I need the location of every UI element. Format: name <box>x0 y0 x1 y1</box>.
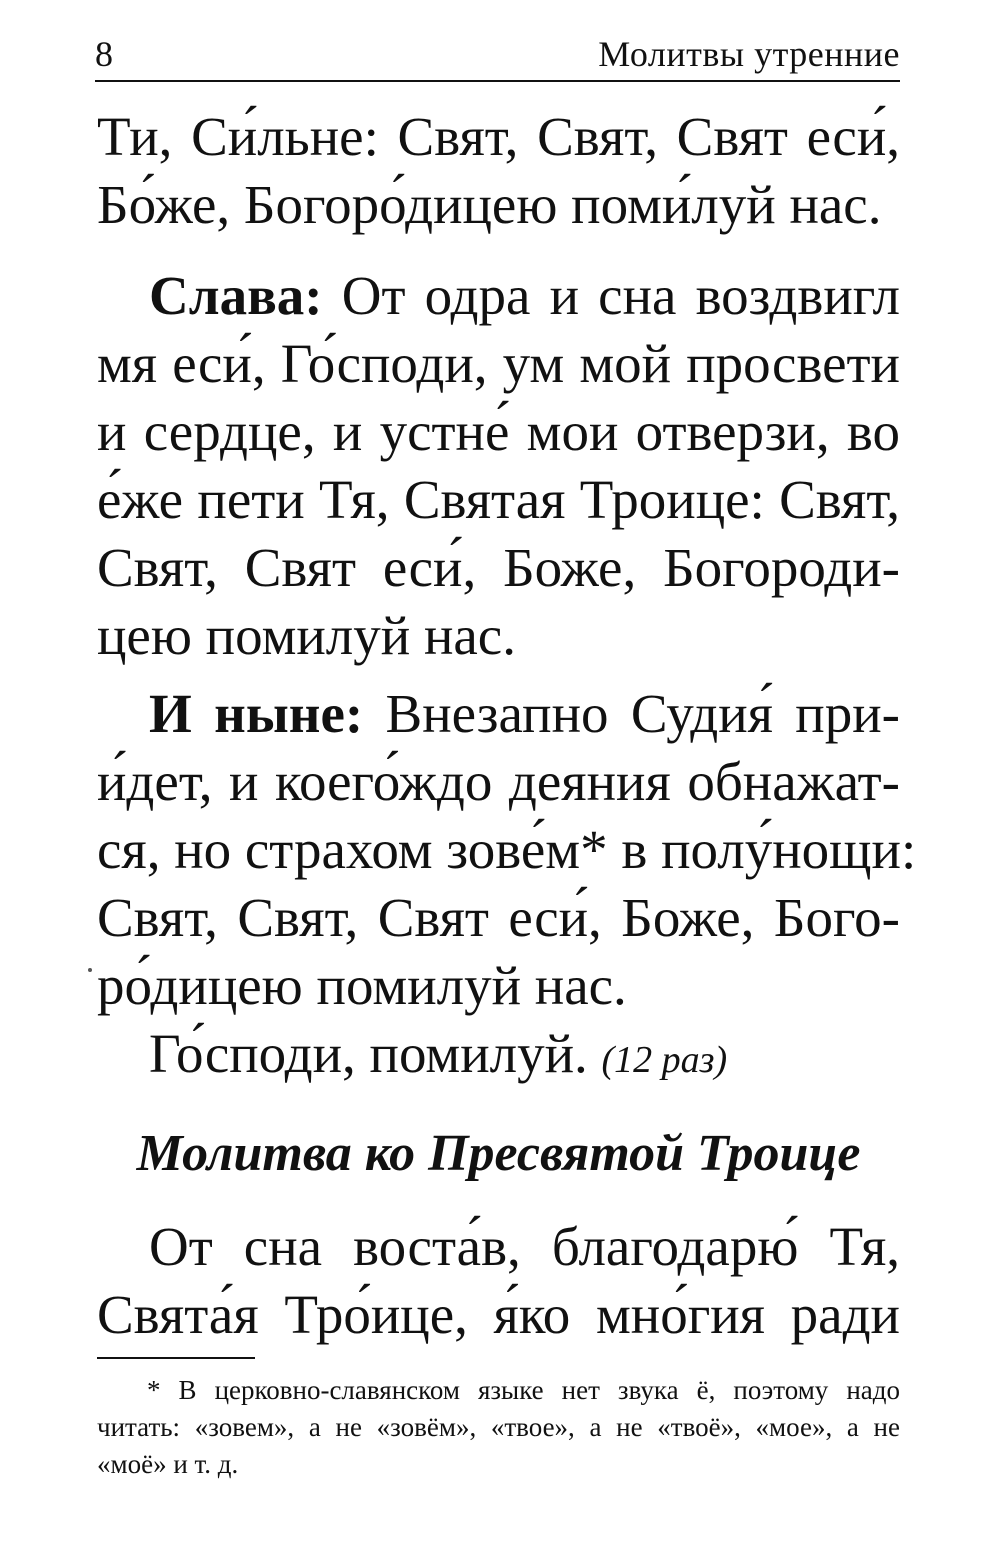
text-line <box>97 680 900 748</box>
paragraph-prayer-trinity <box>97 1213 900 1349</box>
glory-label: Слава: <box>149 265 323 326</box>
text-line: От сна воста́в, благодарю́ Тя, <box>149 1216 900 1277</box>
paragraph-glory <box>97 262 900 670</box>
text-fragment: Внезапно Судия́ при- <box>363 683 900 744</box>
text-line <box>97 1020 900 1094</box>
repeat-note: (12 раз) <box>601 1039 728 1081</box>
text-line: Ти, Си́льне: Свят, Свят, Свят еси́, <box>97 106 900 167</box>
running-header <box>95 30 900 82</box>
text-line: Свята́я Тро́ице, я́ко мно́гия ради <box>97 1284 900 1345</box>
footnote <box>97 1372 900 1483</box>
text-line: мя еси́, Го́споди, ум мой просвети <box>97 333 900 394</box>
footnote-line: читать: «зовем», а не «зовём», «твое», а не «твоё», «мое», а не <box>97 1412 900 1442</box>
print-speck <box>88 968 92 972</box>
footnote-line: «моё» и т. д. <box>97 1449 239 1479</box>
text-line: и́дет, и коего́ждо деяния обнажат- <box>97 751 900 812</box>
paragraph-holy-god-ending <box>97 103 900 239</box>
text-fragment: От одра и сна воздвигл <box>322 265 900 326</box>
running-title: Молитвы утренние <box>598 34 900 74</box>
footnote-divider <box>97 1357 255 1359</box>
and-now-label: И ныне: <box>149 683 364 744</box>
paragraph-and-now <box>97 680 917 1094</box>
text-line: е́же пети Тя, Святая Троице: Свят, <box>97 469 900 530</box>
footnote-line: * В церковно-славянском языке нет звука ё, поэтому надо <box>147 1375 900 1405</box>
text-line: и сердце, и устне́ мои отверзи, во <box>97 401 900 462</box>
text-line: ро́дицею помилуй нас. <box>97 955 627 1016</box>
text-line: ся, но страхом зове́м* в полу́нощи: <box>97 819 917 880</box>
prayer-heading: Молитва ко Пресвятой Троице <box>136 1125 861 1182</box>
page-number: 8 <box>95 34 113 74</box>
text-line: Бо́же, Богоро́дицею поми́луй нас. <box>97 174 882 235</box>
lord-have-mercy-text: Го́споди, помилуй. <box>149 1023 588 1084</box>
text-line <box>97 262 900 330</box>
text-line: цею помилуй нас. <box>97 605 516 666</box>
text-line: Свят, Свят еси́, Боже, Богороди- <box>97 537 900 598</box>
text-line: Свят, Свят, Свят еси́, Боже, Бого- <box>97 887 900 948</box>
